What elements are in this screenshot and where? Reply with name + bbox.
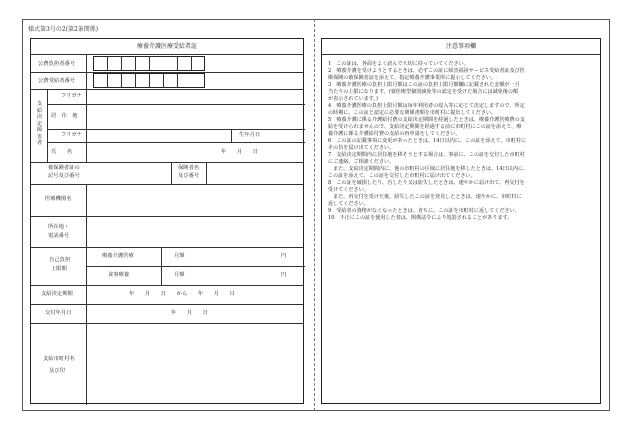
row-line xyxy=(31,162,303,163)
note-line: また、再交付を受けた後、紛失したこの証を発見したときは、速やかに、市町村に xyxy=(328,194,522,200)
notes-title: 注意事項欄 xyxy=(322,39,600,55)
row-line xyxy=(31,89,303,90)
period-value: 年 月 日 から 年 月 日 xyxy=(129,291,235,297)
address-label: 居 住 地 xyxy=(51,113,78,119)
col-line xyxy=(231,129,232,142)
box-divider xyxy=(177,56,178,71)
birthdate-label: 生年月日 xyxy=(239,132,261,138)
note-line: が表示されています。) xyxy=(328,96,378,102)
col-line xyxy=(86,55,87,89)
facility-label: 医療機関名 xyxy=(45,196,72,202)
note-line: 5 療養介護に係る介護給付費の支給決定期間を経過したときは、療養介護医療費の支 xyxy=(328,117,525,123)
col-line xyxy=(86,89,87,162)
limit-label-1: 自己負担 xyxy=(49,257,71,263)
care-monthly-label: 月額 xyxy=(174,253,185,259)
birthdate-value: 年 月 日 xyxy=(221,149,259,155)
issue-date-value: 年 月 日 xyxy=(171,310,209,316)
note-line: 7 支給決定期間内に居住地を移そうとする場合は、事前に、この証を交付した市町村 xyxy=(328,152,525,158)
note-line: 3 療養介護医療の負担上限月額はこの証の負担上限月額欄に記載された金額が一月 xyxy=(328,82,520,88)
period-label: 支給決定期間 xyxy=(41,291,73,297)
note-line: 給を受けられませんので、支給決定期間を経過する前に市町村にこの証を添えて、療 xyxy=(328,124,522,130)
box-divider xyxy=(163,73,164,88)
care-fee-label: 療養介護医療 xyxy=(102,253,134,259)
furigana-label-1: フリガナ xyxy=(61,93,82,99)
box-divider xyxy=(107,73,108,88)
note-line: 9 受給者の資格がなくなったときは、直ちに、この証を市町村に返してください。 xyxy=(328,208,520,214)
box-divider xyxy=(135,73,136,88)
certificate-title: 療養介護医療受給者証 xyxy=(31,39,303,55)
note-line: 10 不正にこの証を使用した者は、関係法令により処罰されることがあります。 xyxy=(328,215,513,221)
box-divider xyxy=(135,56,136,71)
note-line: の時期に、この証と認定に必要な関係書類を市町村に提出してください。 xyxy=(328,110,497,116)
col-line xyxy=(171,162,172,184)
name-label: 氏 名 xyxy=(51,149,73,155)
insurer-label-2: 及び番号 xyxy=(178,173,200,179)
note-line: 8 この証を破損したり、汚したり又は紛失したときは、速やかに届け出て、再交付を xyxy=(328,180,525,186)
row-line xyxy=(31,323,303,324)
certificate-form xyxy=(30,38,304,404)
side-label: 支給決定障害者 xyxy=(36,101,43,146)
note-line: 1 この証は、各面をよく読んで大切に持っていてください。 xyxy=(328,61,469,67)
issue-date-label: 交付年月日 xyxy=(45,310,72,316)
row-line xyxy=(31,304,303,305)
note-line: 返してください。 xyxy=(328,201,369,207)
insured-label-1: 被保険者証の xyxy=(48,165,80,171)
box-divider xyxy=(121,56,122,71)
col-line xyxy=(47,89,48,162)
location-label-1: 所在地・ xyxy=(48,224,70,230)
col-line xyxy=(206,162,207,184)
note-line: 療保険の被保険者証を添えて、指定療養介護事業所に提示してください。 xyxy=(328,75,496,81)
municipality-label-2: 及び印 xyxy=(49,368,65,374)
note-line: 4 療養介護医療の負担上限月額は毎年利用者の収入等に応じて決定しますので、所定 xyxy=(328,103,525,109)
meal-monthly-label: 月額 xyxy=(174,272,185,278)
note-line: 2 療養介護を受けようとするときは、必ずこの証に障害福祉サービス受給者証及び医 xyxy=(328,68,525,74)
note-line: 6 この証の記載事項に変更があったときは、14日以内に、この証を添えて、市町村に xyxy=(328,138,527,144)
row-line xyxy=(86,266,305,267)
col-line xyxy=(86,184,87,285)
note-line: この証を添えて、この証を交付した市町村に届け出てください。 xyxy=(328,173,476,179)
box-divider xyxy=(177,73,178,88)
insurer-label-1: 保険者名 xyxy=(178,165,200,171)
row-line xyxy=(31,247,303,248)
note-line: 受けてください。 xyxy=(328,187,369,193)
municipality-label-1: 支給市町村名 xyxy=(43,356,75,362)
meal-fee-label: 食事療養 xyxy=(108,272,130,278)
limit-label-2: 上限額 xyxy=(51,266,67,272)
fold-line xyxy=(314,19,315,411)
location-label-2: 電話番号 xyxy=(48,233,70,239)
payer-number-label: 公費負担者番号 xyxy=(38,61,76,67)
meal-yen: 円 xyxy=(281,272,287,278)
recipient-number-label: 公費受給者番号 xyxy=(38,78,76,84)
care-yen: 円 xyxy=(281,253,287,259)
box-divider xyxy=(191,56,192,71)
notes-panel xyxy=(321,38,601,404)
furigana-label-2: フリガナ xyxy=(61,132,82,138)
note-line: にご連絡、ご相談ください。 xyxy=(328,159,395,165)
box-divider xyxy=(149,56,150,71)
note-line: 当たりの上限になります。(寮医療型個別減免等の認定を受けた場合には減免後の額 xyxy=(328,89,519,95)
box-divider xyxy=(121,73,122,88)
row-line xyxy=(31,285,303,286)
insured-label-2: 記号及び番号 xyxy=(48,173,80,179)
row-line xyxy=(31,184,303,185)
note-line: 養介護に係る介護給付費の支給の再申請をしてください。 xyxy=(328,131,461,137)
note-line: その旨を届け出てください。 xyxy=(328,145,395,151)
box-divider xyxy=(107,56,108,71)
box-divider xyxy=(149,73,150,88)
note-line: また、支給決定期間内に、他の市町村の区域に居住地を移したときは、14日以内に、 xyxy=(328,166,529,172)
col-line xyxy=(86,285,87,405)
row-line xyxy=(31,216,303,217)
form-number: 様式第3号の2(第2条関係) xyxy=(28,26,99,33)
col-line xyxy=(161,247,162,285)
